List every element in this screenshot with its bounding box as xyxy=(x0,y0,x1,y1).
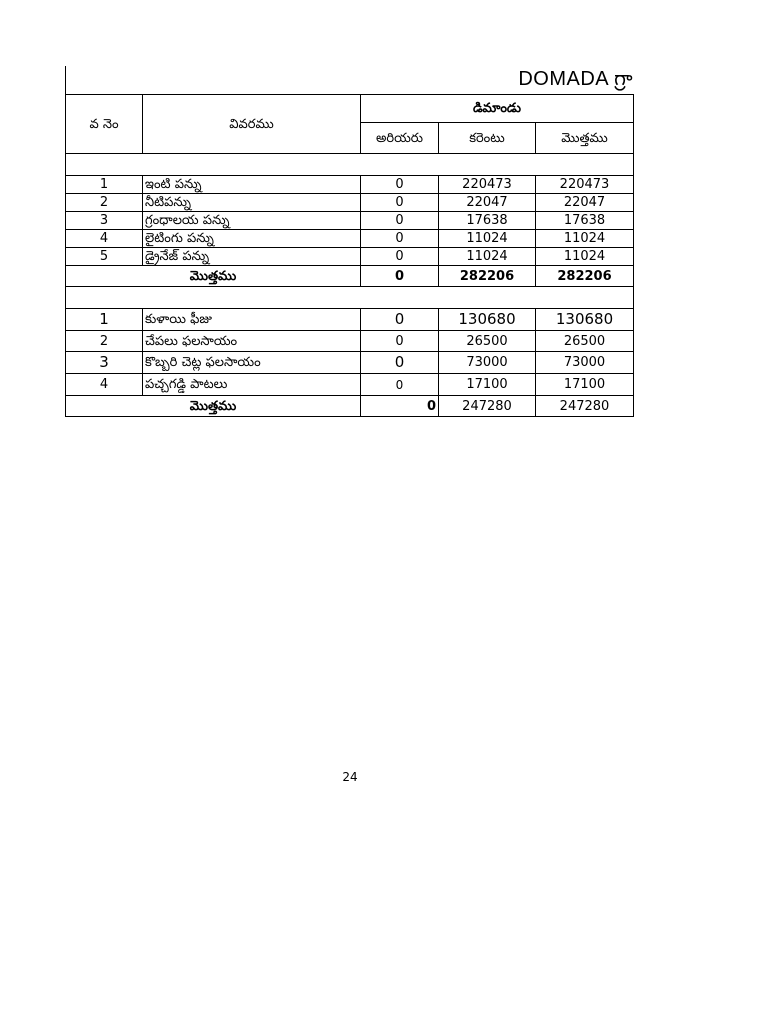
section2-rows xyxy=(66,309,634,417)
header-details: వివరము xyxy=(143,95,361,154)
row-arrears: 0 xyxy=(361,248,439,266)
table-row xyxy=(66,212,634,230)
row-total: 220473 xyxy=(536,176,634,194)
row-current: 17100 xyxy=(439,374,536,396)
header-serial: వ నెం xyxy=(66,95,143,154)
section1-rows xyxy=(66,176,634,287)
table-row xyxy=(66,331,634,352)
section1-total-row xyxy=(66,266,634,287)
row-total: 17638 xyxy=(536,212,634,230)
demand-sheet xyxy=(65,66,633,417)
header-demand: డిమాండు xyxy=(361,95,634,123)
row-total: 73000 xyxy=(536,352,634,374)
row-total: 11024 xyxy=(536,230,634,248)
row-current: 17638 xyxy=(439,212,536,230)
total-current: 282206 xyxy=(439,266,536,287)
row-arrears: 0 xyxy=(361,194,439,212)
row-name: గ్రంధాలయ పన్ను xyxy=(143,212,361,230)
section2-total-row xyxy=(66,396,634,417)
row-total: 11024 xyxy=(536,248,634,266)
row-no: 4 xyxy=(66,374,143,396)
row-arrears: 0 xyxy=(361,309,439,331)
row-arrears: 0 xyxy=(361,352,439,374)
row-total: 130680 xyxy=(536,309,634,331)
row-current: 11024 xyxy=(439,230,536,248)
row-current: 11024 xyxy=(439,248,536,266)
row-arrears: 0 xyxy=(361,374,439,396)
row-no: 4 xyxy=(66,230,143,248)
row-name: చేపలు ఫలసాయం xyxy=(143,331,361,352)
blank-row xyxy=(66,287,634,309)
sheet-title: DOMADA గ్రా xyxy=(518,68,633,90)
row-no: 1 xyxy=(66,309,143,331)
row-total: 22047 xyxy=(536,194,634,212)
total-label: మొత్తము xyxy=(66,396,361,417)
table-row xyxy=(66,176,634,194)
row-name: కుళాయి ఫీజు xyxy=(143,309,361,331)
table-row xyxy=(66,374,634,396)
row-name: పచ్చగడ్డి పాటలు xyxy=(143,374,361,396)
table-row xyxy=(66,352,634,374)
row-no: 2 xyxy=(66,331,143,352)
header-total: మొత్తము xyxy=(536,123,634,154)
title-row xyxy=(65,66,633,94)
demand-table xyxy=(65,94,634,417)
row-total: 26500 xyxy=(536,331,634,352)
row-name: లైటింగు పన్ను xyxy=(143,230,361,248)
row-arrears: 0 xyxy=(361,176,439,194)
row-current: 22047 xyxy=(439,194,536,212)
row-current: 73000 xyxy=(439,352,536,374)
table-row xyxy=(66,309,634,331)
total-current: 247280 xyxy=(439,396,536,417)
table-row xyxy=(66,248,634,266)
row-total: 17100 xyxy=(536,374,634,396)
row-name: నీటిపన్ను xyxy=(143,194,361,212)
blank-row xyxy=(66,154,634,176)
row-arrears: 0 xyxy=(361,212,439,230)
row-name: ఇంటి పన్ను xyxy=(143,176,361,194)
total-arrears: 0 xyxy=(361,266,439,287)
total-total: 282206 xyxy=(536,266,634,287)
row-no: 1 xyxy=(66,176,143,194)
total-total: 247280 xyxy=(536,396,634,417)
row-no: 2 xyxy=(66,194,143,212)
row-no: 3 xyxy=(66,352,143,374)
header-arrears: అరియరు xyxy=(361,123,439,154)
row-arrears: 0 xyxy=(361,230,439,248)
row-name: కొబ్బరి చెట్ల ఫలసాయం xyxy=(143,352,361,374)
page-number: 24 xyxy=(342,770,358,784)
total-label: మొత్తము xyxy=(66,266,361,287)
row-no: 3 xyxy=(66,212,143,230)
row-current: 130680 xyxy=(439,309,536,331)
row-name: డ్రైనేజ్ పన్ను xyxy=(143,248,361,266)
table-row xyxy=(66,230,634,248)
row-current: 26500 xyxy=(439,331,536,352)
row-current: 220473 xyxy=(439,176,536,194)
total-arrears: 0 xyxy=(361,396,439,417)
table-row xyxy=(66,194,634,212)
row-arrears: 0 xyxy=(361,331,439,352)
row-no: 5 xyxy=(66,248,143,266)
header-current: కరెంటు xyxy=(439,123,536,154)
